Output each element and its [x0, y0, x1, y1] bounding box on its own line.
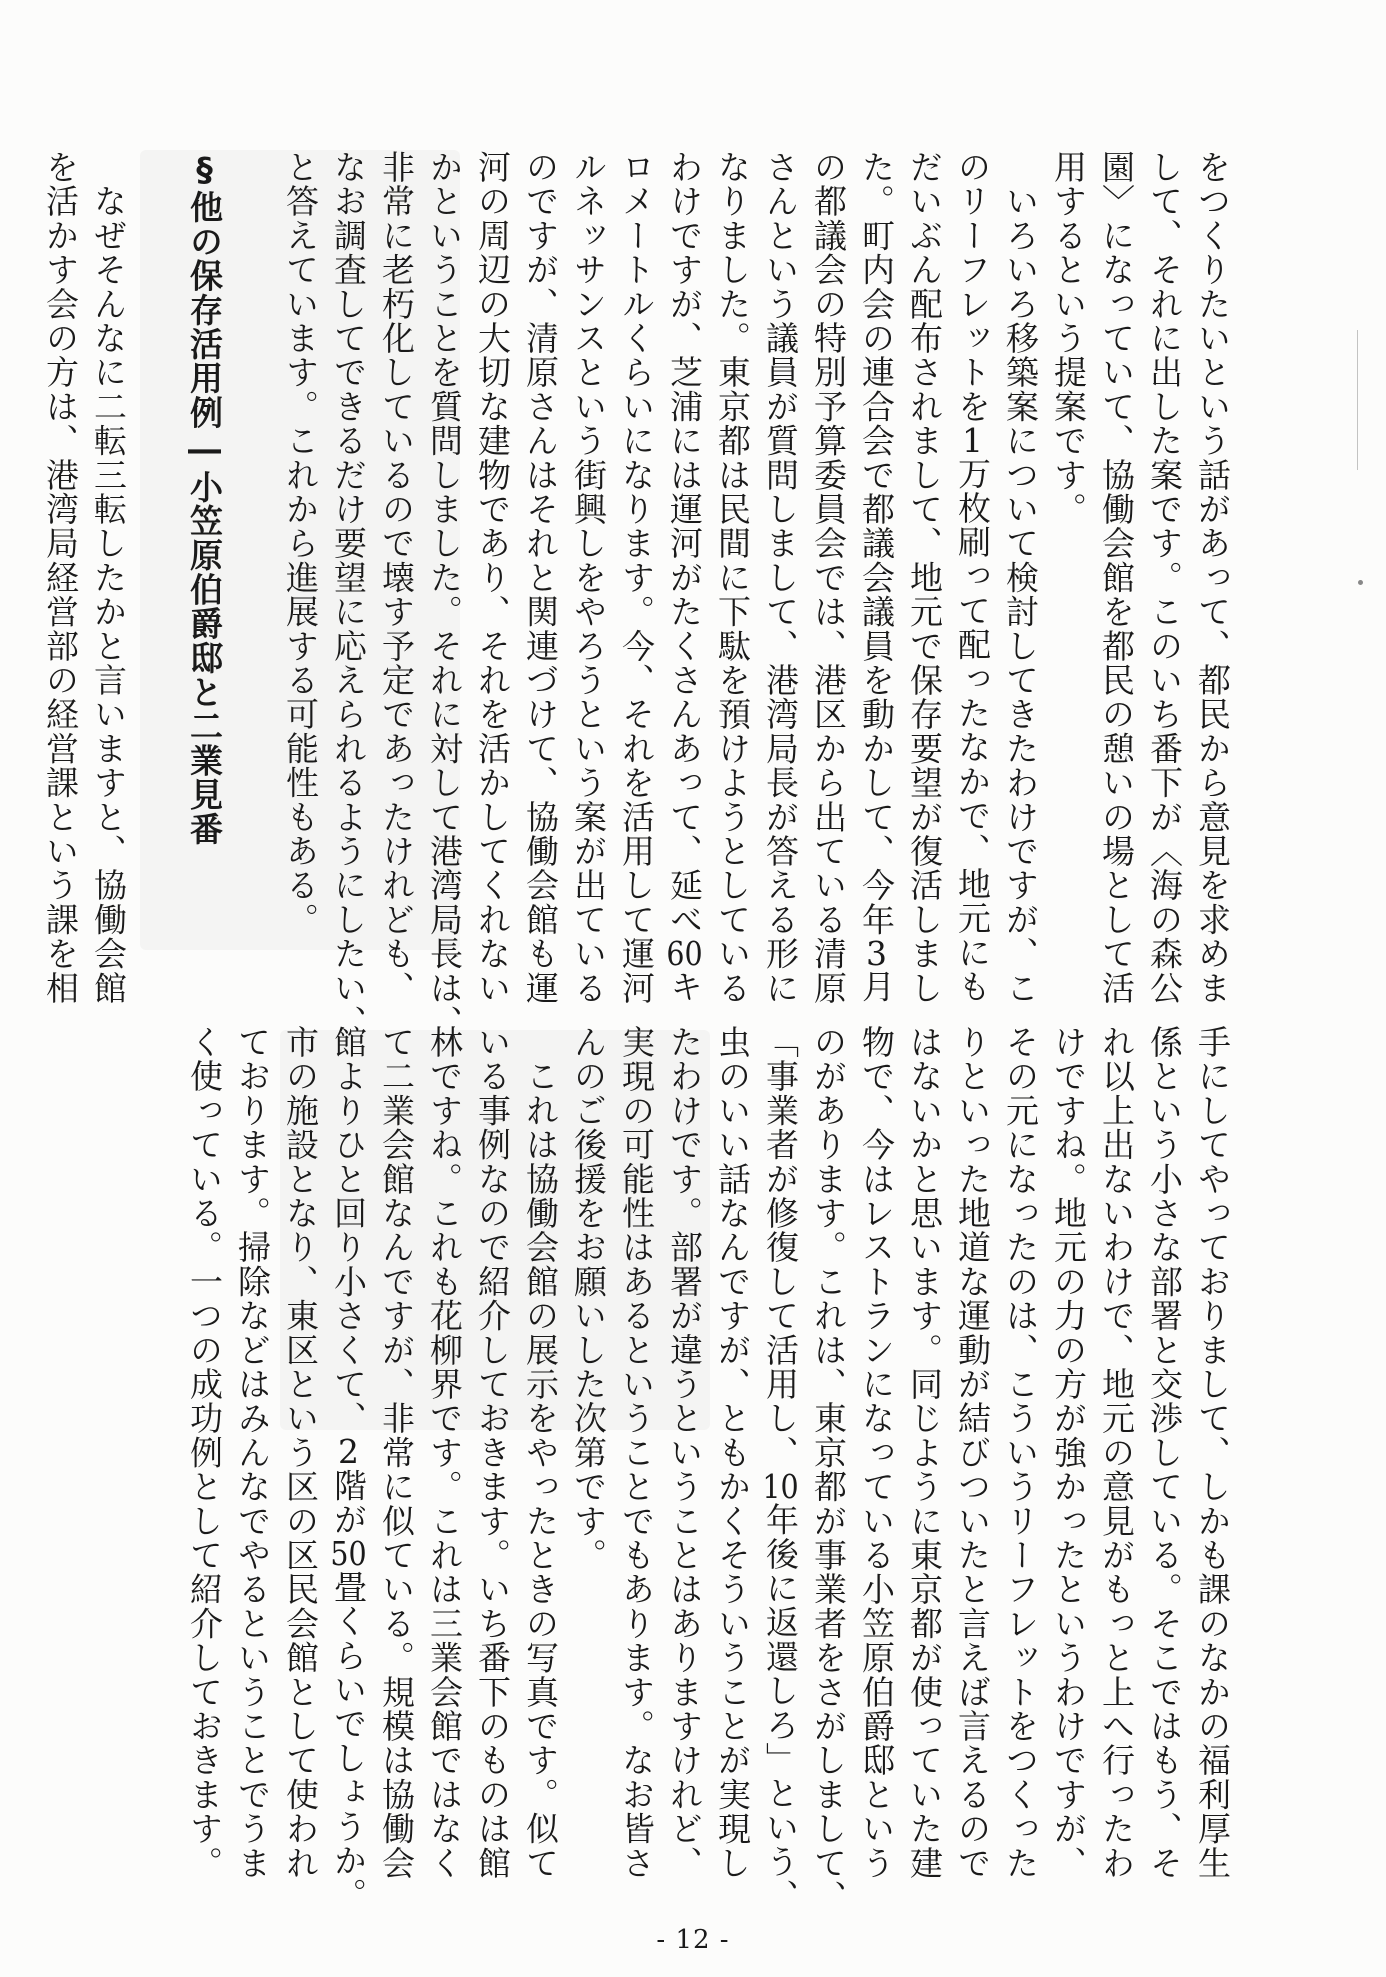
- text-column: 手にしてやっておりまして、しかも課のなかの福利厚生: [1193, 1025, 1232, 1880]
- text-column: 園〉になっていて、協働会館を都民の憩いの場として活: [1097, 150, 1136, 1005]
- text-column: なお調査してできるだけ要望に応えられるようにしたい、: [329, 150, 368, 1040]
- text-column: して、それに出した案です。このいち番下が〈海の森公: [1145, 150, 1184, 1005]
- text-column: その元になったのは、こういうリーフレットをつくった: [1001, 1025, 1040, 1880]
- text-column: なぜそんなに二転三転したかと言いますと、協働会館: [89, 150, 128, 1005]
- text-column: 林ですね。これも花柳界です。これは三業会館ではなく: [425, 1025, 464, 1880]
- text-column: た。町内会の連合会で都議会議員を動かして、今年3月: [857, 150, 896, 1004]
- page-number: - 12 -: [656, 1925, 730, 1955]
- text-column: かということを質問しました。それに対して港湾局長は、: [425, 150, 464, 1040]
- column-gap: [228, 150, 276, 990]
- text-column: 物で、今はレストランになっている小笠原伯爵邸という: [857, 1025, 896, 1880]
- text-column: のですが、清原さんはそれと関連づけて、協働会館も運: [521, 150, 560, 1005]
- text-column: 「事業者が修復して活用し、10年後に返還しろ」という、: [761, 1025, 800, 1914]
- section-heading: §他の保存活用例―小笠原伯爵邸と二業見番: [185, 150, 224, 846]
- scan-artifact-dot: [1358, 580, 1363, 585]
- text-column: ルネッサンスという街興しをやろうという案が出ている: [569, 150, 608, 1005]
- text-column: 河の周辺の大切な建物であり、それを活かしてくれない: [473, 150, 512, 1005]
- column-gap: [132, 150, 180, 990]
- text-column: なりました。東京都は民間に下駄を預けようとしている: [713, 150, 752, 1005]
- text-column: たわけです。部署が違うということはありますけれど、: [665, 1025, 704, 1880]
- text-column: わけですが、芝浦には運河がたくさんあって、延べ60キ: [665, 150, 704, 1004]
- text-column: んのご後援をお願いした次第です。: [569, 1025, 608, 1573]
- text-column: と答えています。これから進展する可能性もある。: [281, 150, 320, 937]
- text-block-upper: [41, 150, 1236, 1040]
- text-column: のリーフレットを1万枚刷って配ったなかで、地元にも: [953, 150, 992, 1004]
- text-column: 実現の可能性はあるということでもあります。なお皆さ: [617, 1025, 656, 1880]
- text-column: 館よりひと回り小さくて、2階が50畳くらいでしょうか。: [329, 1025, 368, 1912]
- text-column: の都議会の特別予算委員会では、港区から出ている清原: [809, 150, 848, 1005]
- text-column: 用するという提案です。: [1049, 150, 1088, 527]
- text-block-lower: [185, 1025, 1236, 1915]
- text-column: を活かす会の方は、港湾局経営部の経営課という課を相: [41, 150, 80, 1005]
- text-column: けですね。地元の力の方が強かったというわけですが、: [1049, 1025, 1088, 1880]
- text-column: さんという議員が質問しまして、港湾局長が答える形に: [761, 150, 800, 1005]
- text-column: のがあります。これは、東京都が事業者をさがしまして、: [809, 1025, 848, 1915]
- text-column: だいぶん配布されまして、地元で保存要望が復活しまし: [905, 150, 944, 1005]
- text-column: りといった地道な運動が結びついたと言えば言えるので: [953, 1025, 992, 1880]
- text-column: れ以上出ないわけで、地元の意見がもっと上へ行ったわ: [1097, 1025, 1136, 1880]
- text-column: これは協働会館の展示をやったときの写真です。似て: [521, 1025, 560, 1880]
- text-column: はないかと思います。同じように東京都が使っていた建: [905, 1025, 944, 1880]
- text-column: 係という小さな部署と交渉している。そこではもう、そ: [1145, 1025, 1184, 1880]
- text-column: 虫のいい話なんですが、ともかくそういうことが実現し: [713, 1025, 752, 1880]
- text-column: て二業会館なんですが、非常に似ている。規模は協働会: [377, 1025, 416, 1880]
- text-column: いろいろ移築案について検討してきたわけですが、こ: [1001, 150, 1040, 1005]
- text-column: ロメートルくらいになります。今、それを活用して運河: [617, 150, 656, 1005]
- scan-artifact-line: [1357, 330, 1358, 470]
- text-column: をつくりたいという話があって、都民から意見を求めま: [1193, 150, 1232, 1006]
- text-column: 市の施設となり、東区という区の区民会館として使われ: [281, 1025, 320, 1880]
- text-column: ております。掃除などはみんなでやるということでうま: [233, 1025, 272, 1880]
- text-column: 非常に老朽化しているので壊す予定であったけれども、: [377, 150, 416, 1005]
- text-column: く使っている。一つの成功例として紹介しておきます。: [185, 1025, 224, 1880]
- text-column: いる事例なので紹介しておきます。いち番下のものは館: [473, 1025, 512, 1880]
